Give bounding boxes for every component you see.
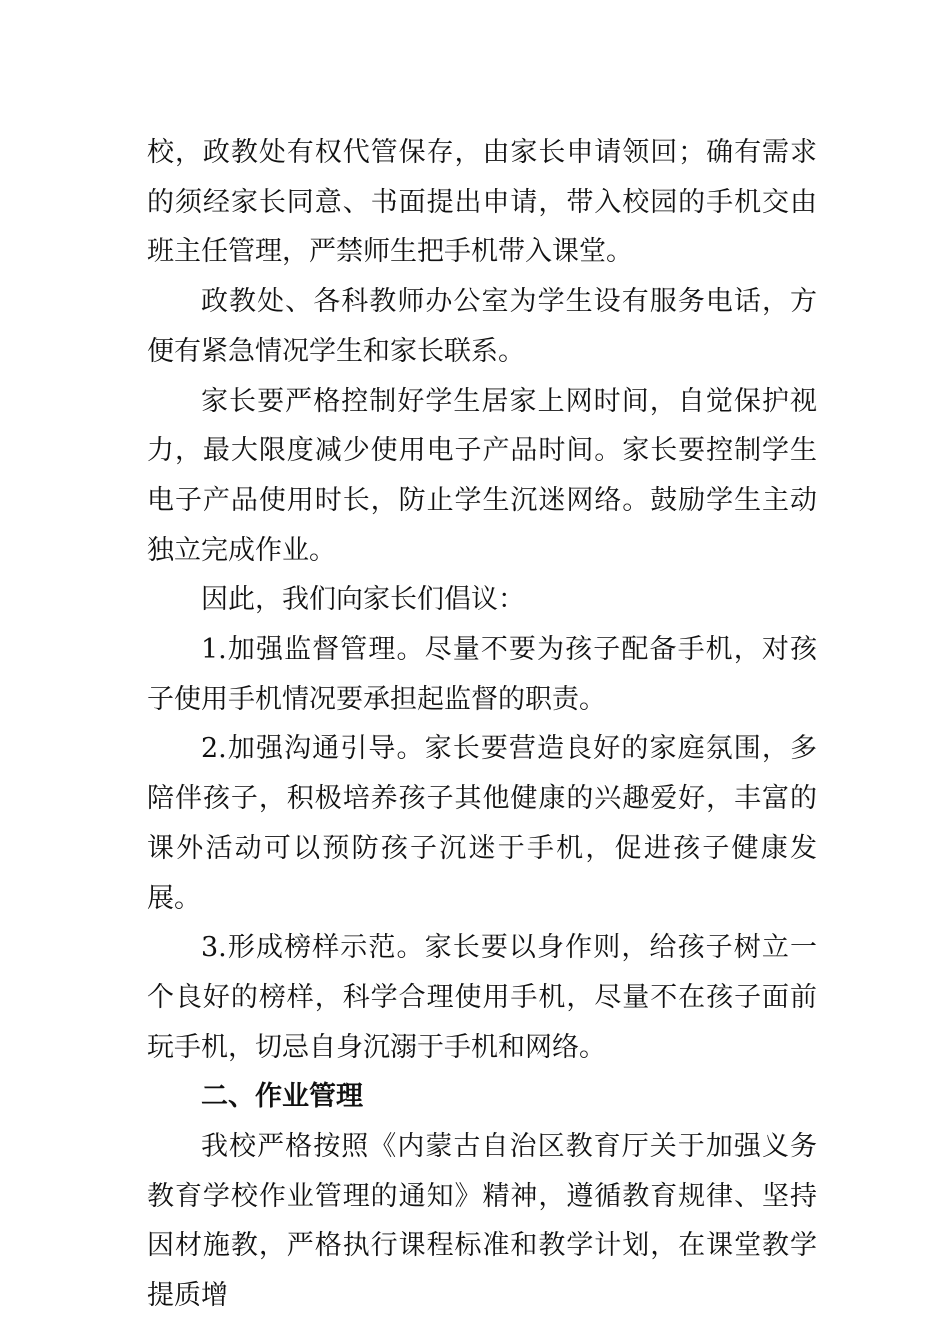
paragraph-screen-time: 家长要严格控制好学生居家上网时间，自觉保护视力，最大限度减少使用电子产品时间。家长要控制学生电子产品使用时长，防止学生沉迷网络。鼓励学生主动独立完成作业。 bbox=[147, 385, 817, 566]
paragraph-continuation: 校，政教处有权代管保存，由家长申请领回；确有需求的须经家长同意、书面提出申请，带入校园的手机交由班主任管理，严禁师生把手机带入课堂。 bbox=[147, 137, 817, 268]
paragraph-homework-management: 我校严格按照《内蒙古自治区教育厅关于加强义务教育学校作业管理的通知》精神，遵循教育规律、坚持因材施教，严格执行课程标准和教学计划，在课堂教学提质增 bbox=[147, 1131, 817, 1312]
section-heading: 二、作业管理 bbox=[201, 1081, 363, 1113]
paragraph-proposal-intro: 因此，我们向家长们倡议： bbox=[201, 584, 525, 616]
proposal-item-3: 3.形成榜样示范。家长要以身作则，给孩子树立一个良好的榜样，科学合理使用手机，尽量不在孩子面前玩手机，切忌自身沉溺于手机和网络。 bbox=[147, 932, 817, 1063]
proposal-item-1: 1.加强监督管理。尽量不要为孩子配备手机，对孩子使用手机情况要承担起监督的职责。 bbox=[147, 634, 817, 715]
document-body bbox=[147, 128, 817, 1321]
paragraph-service-phone: 政教处、各科教师办公室为学生设有服务电话，方便有紧急情况学生和家长联系。 bbox=[147, 286, 817, 367]
proposal-item-2: 2.加强沟通引导。家长要营造良好的家庭氛围，多陪伴孩子，积极培养孩子其他健康的兴趣爱好，丰富的课外活动可以预防孩子沉迷于手机，促进孩子健康发展。 bbox=[147, 733, 817, 914]
